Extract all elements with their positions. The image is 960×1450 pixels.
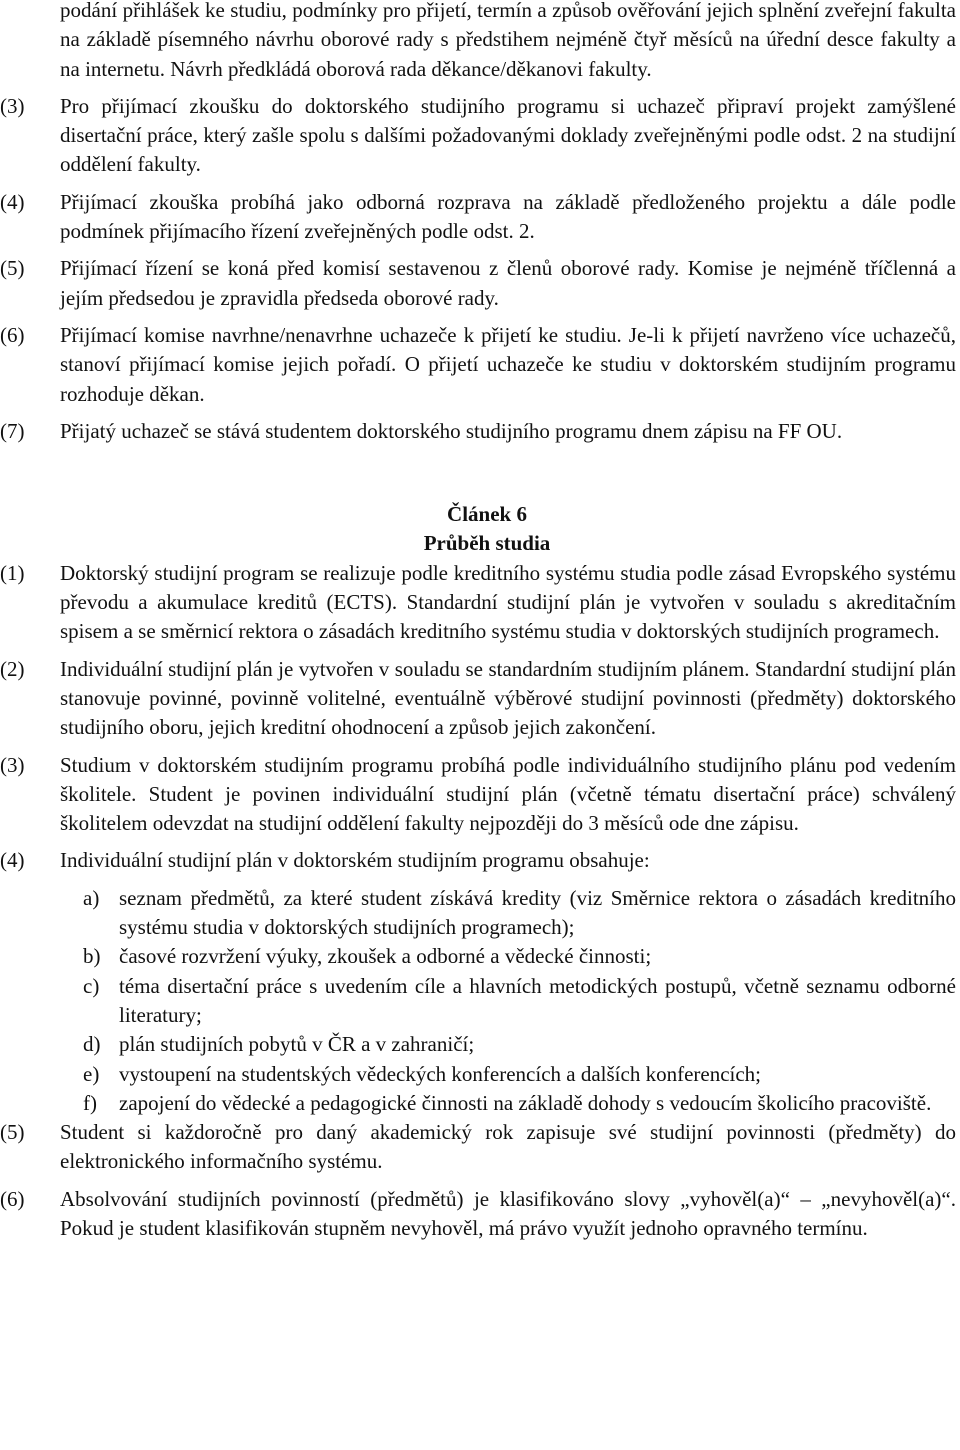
paragraph-text: Individuální studijní plán je vytvořen v souladu se standardním studijním plánem. Standardní studijní plán stanovuje povinné, povinně volitelné, eventuálně výběrové studijní povinnosti (předměty) doktorského studijního oboru, jejich kreditní ohodnocení a způsob jejich zakončení.: [60, 656, 956, 740]
article6-paragraph-5: [0, 1118, 960, 1177]
paragraph-5: [0, 254, 960, 313]
paragraph-number: (1): [0, 560, 25, 585]
paragraph-text: Přijímací zkouška probíhá jako odborná rozprava na základě předloženého projektu a dále podle podmínek přijímacího řízení zveřejněných podle odst. 2.: [60, 189, 956, 244]
paragraph-text: Absolvování studijních povinností (předmětů) je klasifikováno slovy „vyhověl(a)“ – „nevyhověl(a)“. Pokud je student klasifikován stupněm nevyhověl, má právo využít jednoho opravného termínu.: [60, 1186, 956, 1240]
list-text: plán studijních pobytů v ČR a v zahraničí;: [119, 1032, 475, 1057]
paragraph-number: (6): [0, 322, 25, 347]
list-letter: f): [83, 1090, 97, 1115]
paragraph-text: Přijímací komise navrhne/nenavrhne uchazeče k přijetí ke studiu. Je-li k přijetí navrženo více uchazečů, stanoví přijímací komise jejich pořadí. O přijetí uchazeče ke studiu v doktorském studijním programu rozhoduje děkan.: [60, 322, 956, 406]
paragraph-number: (5): [0, 256, 25, 281]
list-text: vystoupení na studentských vědeckých konferencích a dalších konferencích;: [119, 1061, 762, 1086]
paragraph-4: [0, 188, 960, 247]
list-item-a: [83, 884, 960, 943]
article6-paragraph-6: [0, 1185, 960, 1244]
paragraph-text: Individuální studijní plán v doktorském studijním programu obsahuje:: [60, 848, 650, 873]
list-letter: b): [83, 944, 101, 969]
paragraph-text: Přijímací řízení se koná před komisí sestavenou z členů oborové rady. Komise je nejméně tříčlenná a jejím předsedou je zpravidla předseda oborové rady.: [60, 256, 956, 310]
list-letter: d): [83, 1032, 101, 1057]
article6-paragraph-4: [0, 846, 960, 875]
intro-paragraph: podání přihlášek ke studiu, podmínky pro přijetí, termín a způsob ověřování jejich splnění zveřejní fakulta na základě písemného návrhu oborové rady s předstihem nejméně čtyř měsíců na úřední desce fakulty a na internetu. Návrh předkládá oborová rada děkance/děkanovi fakulty.: [60, 0, 956, 81]
article6-paragraph-1: [0, 559, 960, 647]
paragraph-text: Doktorský studijní program se realizuje podle kreditního systému studia podle zásad Evropského systému převodu a akumulace kreditů (ECTS). Standardní studijní plán je vytvořen v souladu s akreditačním spisem a se směrnicí rektora o zásadách kreditního systému studia v doktorských studijních programech.: [60, 560, 956, 644]
list-letter: e): [83, 1061, 100, 1086]
paragraph-number: (3): [0, 752, 25, 777]
paragraph-text: Přijatý uchazeč se stává studentem doktorského studijního programu dnem zápisu na FF OU.: [60, 418, 843, 443]
list-letter: a): [83, 885, 100, 910]
list-item-f: [83, 1089, 960, 1118]
list-text: zapojení do vědecké a pedagogické činnosti na základě dohody s vedoucím školicího pracoviště.: [119, 1090, 932, 1115]
paragraph-text: Pro přijímací zkoušku do doktorského studijního programu si uchazeč připraví projekt zamýšlené disertační práce, který zašle spolu s dalšími požadovanými doklady zveřejněnými podle odst. 2 na studijní oddělení fakulty.: [60, 93, 956, 177]
article6-paragraph-2: [0, 655, 960, 743]
list-item-b: [83, 942, 960, 971]
paragraph-number: (3): [0, 93, 25, 118]
paragraph-text: Student si každoročně pro daný akademický rok zapisuje své studijní povinnosti (předměty) do elektronického informačního systému.: [60, 1120, 956, 1174]
list-text: seznam předmětů, za které student získává kredity (viz Směrnice rektora o zásadách kreditního systému studia v doktorských studijních programech);: [119, 885, 956, 940]
article6-paragraph-3: [0, 751, 960, 839]
paragraph-number: (7): [0, 418, 25, 443]
paragraph-number: (2): [0, 656, 25, 681]
paragraph-number: (5): [0, 1120, 25, 1145]
paragraph-number: (4): [0, 848, 25, 873]
paragraph-number: (6): [0, 1186, 25, 1211]
paragraph-number: (4): [0, 189, 25, 214]
list-item-d: [83, 1030, 960, 1059]
list-text: časové rozvržení výuky, zkoušek a odborné a vědecké činnosti;: [119, 944, 652, 969]
list-letter: c): [83, 973, 100, 998]
paragraph-text: Studium v doktorském studijním programu probíhá podle individuálního studijního plánu pod vedením školitele. Student je povinen individuální studijní plán (včetně tématu disertační práce) schválený školitelem odevzdat na studijní oddělení fakulty nejpozději do 3 měsíců ode dne zápisu.: [60, 752, 956, 836]
article-subtitle: Průběh studia: [423, 531, 551, 556]
list-item-c: [83, 972, 960, 1031]
paragraph-3: [0, 92, 960, 180]
list-text: téma disertační práce s uvedením cíle a hlavních metodických postupů, včetně seznamu odborné literatury;: [119, 973, 956, 1027]
paragraph-6: [0, 321, 960, 409]
list-item-e: [83, 1060, 960, 1089]
paragraph-7: [0, 417, 960, 446]
article-title: Článek 6: [447, 502, 527, 527]
